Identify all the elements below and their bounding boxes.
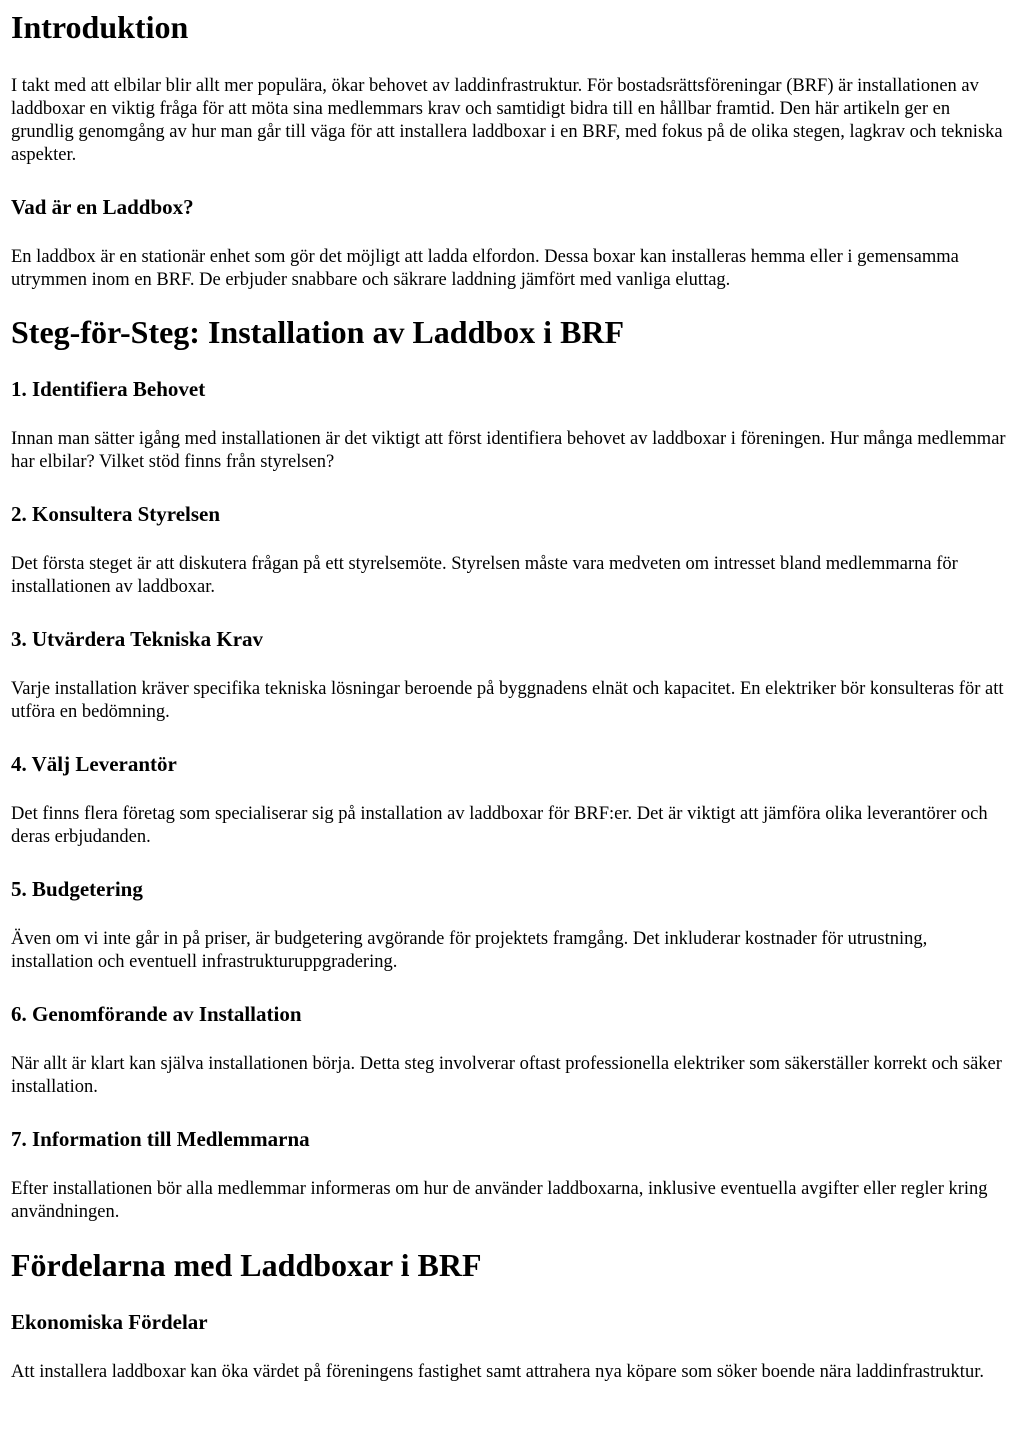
- step-3-paragraph: Varje installation kräver specifika tekniska lösningar beroende på byggnadens elnät och kapacitet. En elektriker bör konsulteras för att utföra en bedömning.: [11, 679, 1004, 722]
- step-5-heading: 5. Budgetering: [11, 877, 143, 901]
- step-3-heading: 3. Utvärdera Tekniska Krav: [11, 627, 264, 651]
- step-5-paragraph: Även om vi inte går in på priser, är budgetering avgörande för projektets framgång. Det inkluderar kostnader för utrustning, installation och eventuell infrastrukturuppgradering.: [11, 929, 928, 972]
- step-4-paragraph: Det finns flera företag som specialiserar sig på installation av laddboxar för BRF:er. Det är viktigt att jämföra olika leverantörer och deras erbjudanden.: [11, 804, 988, 847]
- what-is-laddbox-paragraph: En laddbox är en stationär enhet som gör det möjligt att ladda elfordon. Dessa boxar kan installeras hemma eller i gemensamma utrymmen inom en BRF. De erbjuder snabbare och säkrare laddning jämfört med vanliga eluttag.: [11, 247, 959, 290]
- step-1-paragraph: Innan man sätter igång med installationen är det viktigt att först identifiera behovet av laddboxar i föreningen. Hur många medlemmar har elbilar? Vilket stöd finns från styrelsen?: [11, 429, 1006, 472]
- step-4-heading: 4. Välj Leverantör: [11, 752, 177, 776]
- step-7-heading: 7. Information till Medlemmarna: [11, 1127, 310, 1151]
- step-2-paragraph: Det första steget är att diskutera frågan på ett styrelsemöte. Styrelsen måste vara medveten om intresset bland medlemmarna för installationen av laddboxar.: [11, 554, 958, 597]
- economic-benefits-paragraph: Att installera laddboxar kan öka värdet på föreningens fastighet samt attrahera nya köpare som söker boende nära laddinfrastruktur.: [11, 1362, 984, 1382]
- step-2-heading: 2. Konsultera Styrelsen: [11, 502, 221, 526]
- what-is-laddbox-heading: Vad är en Laddbox?: [11, 195, 194, 219]
- steps-heading: Steg-för-Steg: Installation av Laddbox i BRF: [11, 314, 625, 350]
- step-1-heading: 1. Identifiera Behovet: [11, 377, 206, 401]
- benefits-heading: Fördelarna med Laddboxar i BRF: [11, 1247, 482, 1283]
- article: [0, 9, 1024, 1384]
- intro-heading: Introduktion: [11, 9, 189, 45]
- step-6-heading: 6. Genomförande av Installation: [11, 1002, 302, 1026]
- economic-benefits-heading: Ekonomiska Fördelar: [11, 1310, 208, 1334]
- intro-paragraph: I takt med att elbilar blir allt mer populära, ökar behovet av laddinfrastruktur. För bostadsrättsföreningar (BRF) är installationen av laddboxar en viktig fråga för att möta sina medlemmars krav och samtidigt bidra till en hållbar framtid. Den här artikeln ger en grundlig genomgång av hur man går till väga för att installera laddboxar i en BRF, med fokus på de olika stegen, lagkrav och tekniska aspekter.: [11, 76, 1003, 165]
- step-7-paragraph: Efter installationen bör alla medlemmar informeras om hur de använder laddboxarna, inklusive eventuella avgifter eller regler kring användningen.: [11, 1179, 988, 1222]
- step-6-paragraph: När allt är klart kan själva installationen börja. Detta steg involverar oftast professionella elektriker som säkerställer korrekt och säker installation.: [11, 1054, 1002, 1097]
